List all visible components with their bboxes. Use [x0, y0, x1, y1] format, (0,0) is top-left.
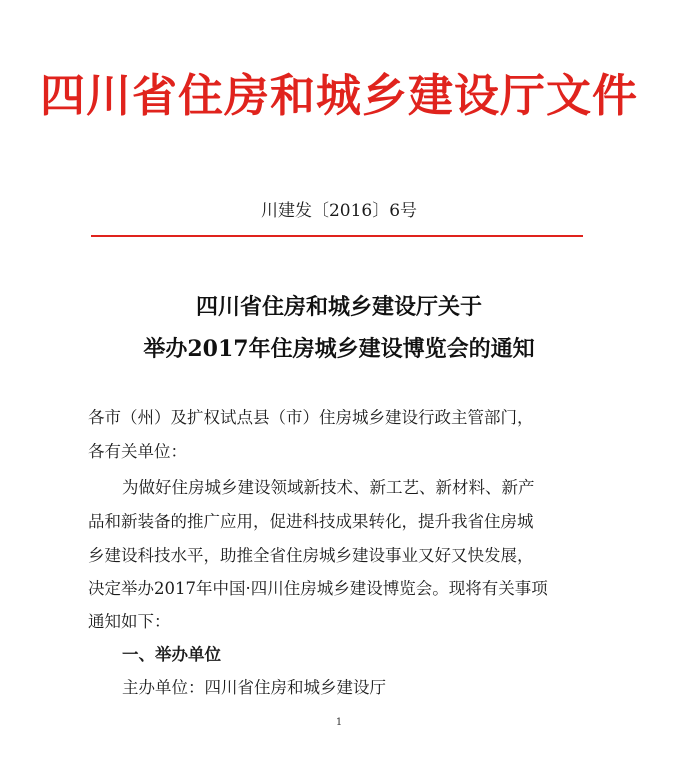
paragraph-line-2: 品和新装备的推广应用，促进科技成果转化，提升我省住房城	[88, 512, 534, 531]
notice-title-line-1: 四川省住房和城乡建设厅关于	[195, 294, 482, 320]
paragraph-line-1: 为做好住房城乡建设领域新技术、新工艺、新材料、新产	[122, 478, 535, 497]
paragraph-line-3: 乡建设科技水平，助推全省住房城乡建设事业又好又快发展，	[88, 546, 534, 565]
host-unit-line: 主办单位：四川省住房和城乡建设厅	[122, 678, 386, 697]
paragraph-line-4: 决定举办2017年中国·四川住房城乡建设博览会。现将有关事项	[88, 579, 548, 598]
masthead-title: 四川省住房和城乡建设厅文件	[39, 69, 638, 122]
paragraph-line-5: 通知如下：	[88, 612, 171, 631]
recipients-line-2: 各有关单位：	[88, 442, 187, 461]
notice-title-line-2: 举办2017年住房城乡建设博览会的通知	[143, 336, 535, 362]
section-heading: 一、举办单位	[122, 645, 221, 664]
document-number: 川建发〔2016〕6号	[260, 201, 418, 221]
recipients-line-1: 各市（州）及扩权试点县（市）住房城乡建设行政主管部门，	[88, 408, 534, 427]
page-number: 1	[335, 717, 343, 728]
red-divider	[91, 235, 583, 237]
